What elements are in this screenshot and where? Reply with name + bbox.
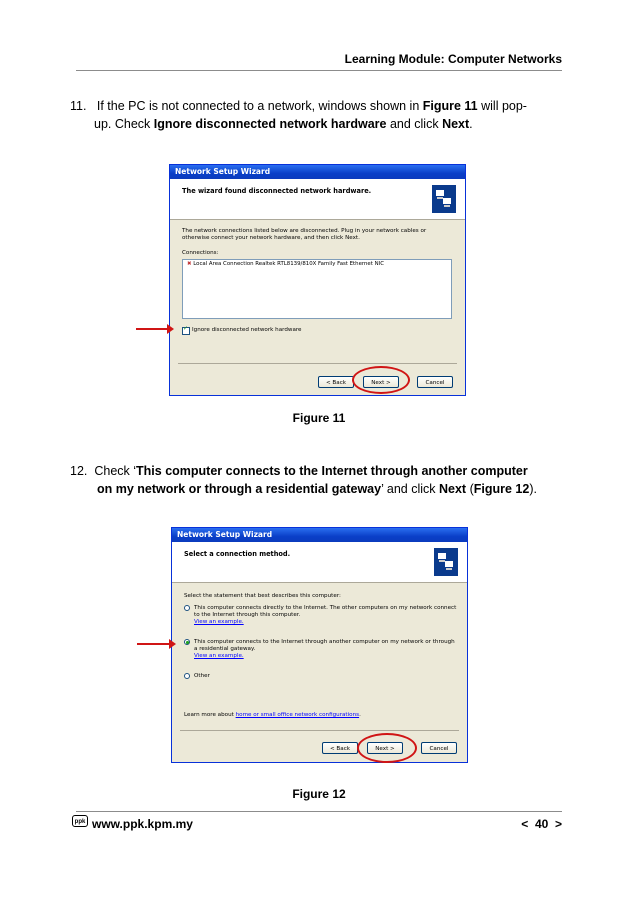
wizard-header [170,179,465,220]
step-11-text [70,97,570,133]
figure-11-caption: Figure 11 [292,411,346,425]
pointer-arrow [137,643,172,645]
page-next-marker: > [554,817,562,831]
ignore-hardware-label: Ignore disconnected network hardware [192,327,302,333]
network-computers-icon [433,547,459,577]
footer-rule [76,811,562,812]
option-ref: This computer connects to the Internet through another computer [136,464,528,478]
learn-more-text [184,712,361,719]
wizard-description [182,228,426,242]
network-computers-icon [431,184,457,214]
page-number [521,817,562,831]
option-ref: on my network or through a residential gateway [97,482,382,496]
figure-12-caption: Figure 12 [292,787,346,801]
wizard-heading: Select a connection method. [184,550,291,558]
step-text: will pop- [477,99,527,113]
next-ref: Next [439,482,467,496]
view-example-link[interactable]: View an example. [194,653,244,659]
other-radio[interactable] [184,673,190,679]
step-text: ( [466,482,474,496]
option-line: a residential gateway. [194,646,256,652]
dialog-title-bar: Network Setup Wizard [172,528,467,542]
divider [180,730,459,731]
gateway-connection-radio[interactable] [184,639,190,645]
divider [178,363,457,364]
figure-ref: Figure 11 [422,99,478,113]
step-text: up. Check [94,117,154,131]
network-setup-wizard-dialog-11 [169,164,466,396]
step-text: If the PC is not connected to a network, windows shown in [96,99,423,113]
step-text: Check ‘ [94,464,137,478]
back-button[interactable]: < Back [318,376,354,388]
next-ref: Next [442,117,470,131]
header-rule [76,70,562,71]
gateway-connection-label [194,639,455,660]
step-number: 11. [70,99,87,113]
wizard-heading: The wizard found disconnected network hardware. [182,187,372,195]
page-header-title: Learning Module: Computer Networks [344,52,562,66]
dialog-title-bar: Network Setup Wizard [170,165,465,179]
connections-label: Connections: [182,250,219,256]
learn-more-link[interactable]: home or small office network configurations [235,712,360,718]
disconnected-network-icon: ✖ [187,261,192,267]
other-label: Other [194,673,210,679]
step-text: ). [529,482,537,496]
option-line: This computer connects directly to the Internet. The other computers on my network connect [194,605,457,611]
step-text: and click [386,117,443,131]
step-text: ’ and click [381,482,439,496]
figure-ref: Figure 12 [473,482,530,496]
wizard-header [172,542,467,583]
step-12-text [70,462,570,498]
cancel-button[interactable]: Cancel [417,376,453,388]
page-number-value: 40 [534,817,549,831]
step-number: 12. [70,464,88,478]
view-example-link[interactable]: View an example. [194,619,244,625]
list-item[interactable] [183,260,451,268]
description-line: The network connections listed below are disconnected. Plug in your network cables or [182,228,427,234]
next-highlight-circle [352,366,410,394]
learn-more-suffix: . [359,712,361,718]
option-ref: Ignore disconnected network hardware [153,117,387,131]
network-setup-wizard-dialog-12 [171,527,468,763]
next-button[interactable]: Next > [363,376,399,388]
ppk-logo: ppk [72,815,88,827]
back-button[interactable]: < Back [322,742,358,754]
connection-item-label: Local Area Connection Realtek RTL8139/810X Family Fast Ethernet NIC [193,261,384,267]
cancel-button[interactable]: Cancel [421,742,457,754]
next-button[interactable]: Next > [367,742,403,754]
option-line: to the Internet through this computer. [194,612,301,618]
learn-more-prefix: Learn more about [184,712,236,718]
selection-prompt: Select the statement that best describes this computer: [184,593,341,599]
step-text: . [469,117,473,131]
connections-list[interactable] [182,259,452,319]
option-line: This computer connects to the Internet through another computer on my network or through [194,639,455,645]
ignore-hardware-checkbox[interactable] [182,327,190,335]
page-prev-marker: < [521,817,529,831]
direct-connection-radio[interactable] [184,605,190,611]
direct-connection-label [194,605,456,626]
next-highlight-circle [357,733,417,763]
description-line: otherwise connect your network hardware, and then click Next. [182,235,360,241]
footer-url: www.ppk.kpm.my [92,817,193,831]
pointer-arrow [136,328,170,330]
